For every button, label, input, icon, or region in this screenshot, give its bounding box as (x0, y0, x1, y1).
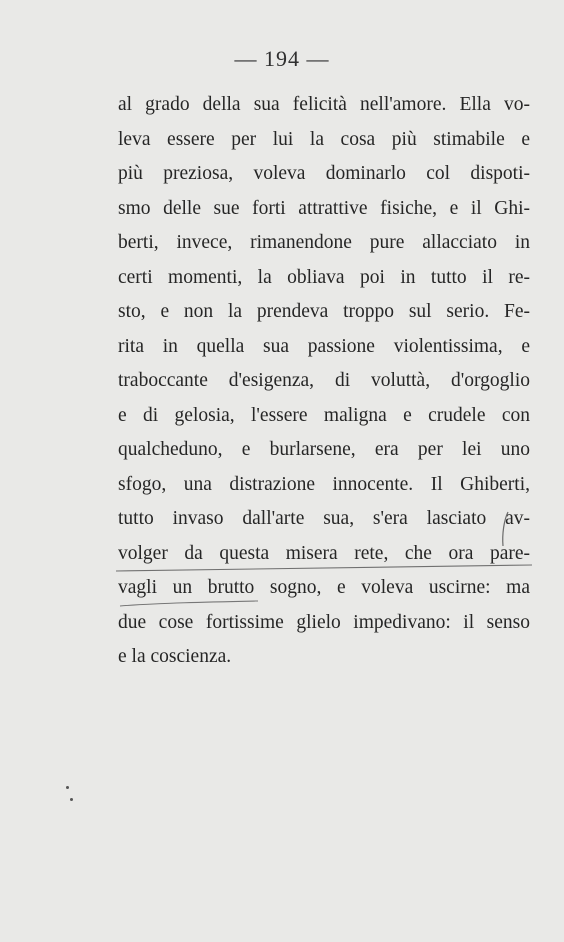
text-line: e di gelosia, l'essere maligna e crudele con (118, 404, 530, 426)
body-text (118, 88, 530, 675)
text-line: e la coscienza. (118, 646, 232, 667)
text-line: leva essere per lui la cosa più stimabile e (118, 128, 530, 150)
text-line: volger da questa misera rete, che ora pare- (118, 542, 530, 564)
text-line: tutto invaso dall'arte sua, s'era lasciato av- (118, 508, 530, 529)
text-line: due cose fortissime glielo impedivano: il senso (118, 611, 530, 633)
text-line: certi momenti, la obliava poi in tutto il re- (118, 266, 530, 288)
text-line: al grado della sua felicità nell'amore. Ella vo- (118, 94, 530, 115)
text-line: più preziosa, voleva dominarlo col dispoti- (118, 163, 530, 184)
text-line: rita in quella sua passione violentissima, e (118, 335, 530, 357)
text-line: sfogo, una distrazione innocente. Il Ghiberti, (118, 473, 530, 495)
page-number: — 194 — (234, 46, 330, 71)
text-line: berti, invece, rimanendone pure allacciato in (118, 232, 530, 253)
ink-speck (66, 786, 69, 789)
ink-speck (70, 798, 73, 801)
text-line: vagli un brutto sogno, e voleva uscirne: ma (118, 577, 530, 598)
text-line: sto, e non la prendeva troppo sul serio. Fe- (118, 301, 530, 322)
text-line: traboccante d'esigenza, di voluttà, d'orgoglio (118, 370, 530, 391)
text-line: smo delle sue forti attrattive fisiche, e il Ghi- (118, 197, 530, 219)
text-line: qualcheduno, e burlarsene, era per lei uno (118, 439, 530, 460)
